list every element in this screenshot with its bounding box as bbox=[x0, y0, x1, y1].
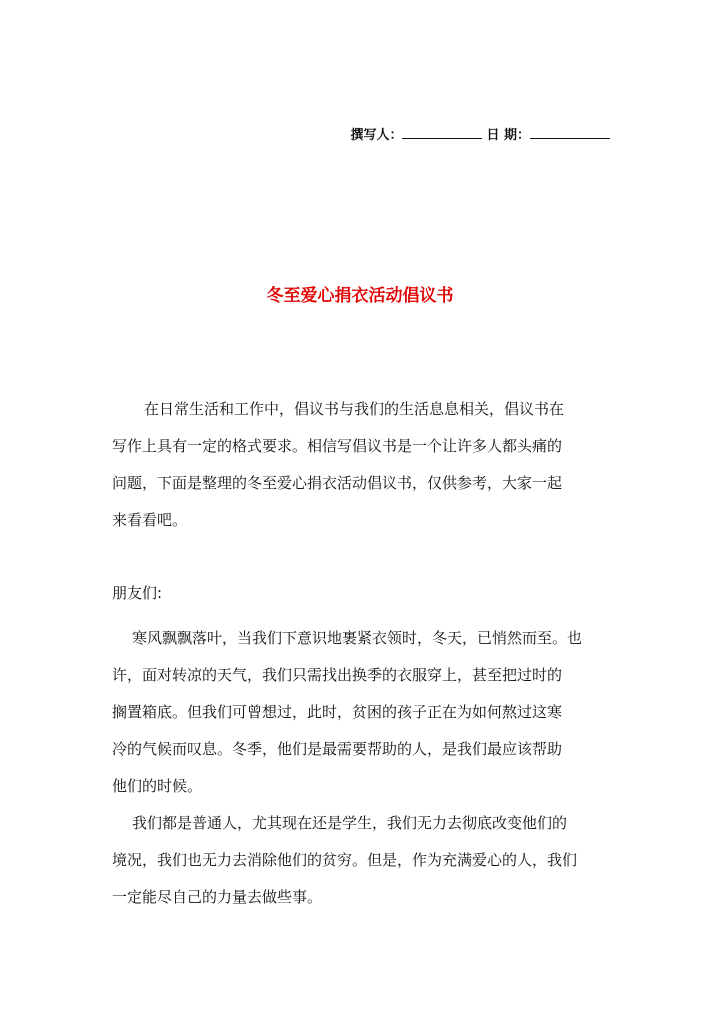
intro-line: 在日常生活和工作中，倡议书与我们的生活息息相关，倡议书在 bbox=[144, 400, 565, 418]
paragraph-line: 搁置箱底。但我们可曾想过，此时，贫困的孩子正在为如何熬过这寒 bbox=[112, 703, 563, 721]
paragraph-line: 一定能尽自己的力量去做些事。 bbox=[112, 888, 323, 906]
letter-paragraph-2 bbox=[112, 805, 612, 916]
date-label: 日 期： bbox=[486, 128, 530, 143]
document-title: 冬至爱心捐衣活动倡议书 bbox=[266, 286, 454, 306]
intro-line: 来看看吧。 bbox=[112, 511, 188, 529]
paragraph-line: 冷的气候而叹息。冬季，他们是最需要帮助的人，是我们最应该帮助 bbox=[112, 740, 563, 758]
paragraph-line: 我们都是普通人，尤其现在还是学生，我们无力去彻底改变他们的 bbox=[132, 814, 568, 832]
paragraph-line: 许，面对转凉的天气，我们只需找出换季的衣服穿上，甚至把过时的 bbox=[112, 666, 563, 684]
paragraph-line: 境况，我们也无力去消除他们的贫穷。但是，作为充满爱心的人，我们 bbox=[112, 851, 578, 869]
author-blank-field bbox=[402, 124, 482, 139]
paragraph-line: 寒风飘飘落叶，当我们下意识地裹紧衣领时，冬天，已悄然而至。也 bbox=[132, 629, 583, 647]
author-date-line bbox=[0, 124, 610, 146]
intro-line: 写作上具有一定的格式要求。相信写倡议书是一个让许多人都头痛的 bbox=[112, 437, 563, 455]
intro-line: 问题，下面是整理的冬至爱心捐衣活动倡议书，仅供参考，大家一起 bbox=[112, 474, 563, 492]
salutation: 朋友们: bbox=[112, 584, 163, 602]
author-label: 撰写人： bbox=[350, 128, 403, 143]
date-blank-field bbox=[530, 124, 610, 139]
paragraph-line: 他们的时候。 bbox=[112, 777, 203, 795]
letter-paragraph-1 bbox=[112, 620, 612, 805]
intro-paragraph bbox=[112, 391, 612, 539]
